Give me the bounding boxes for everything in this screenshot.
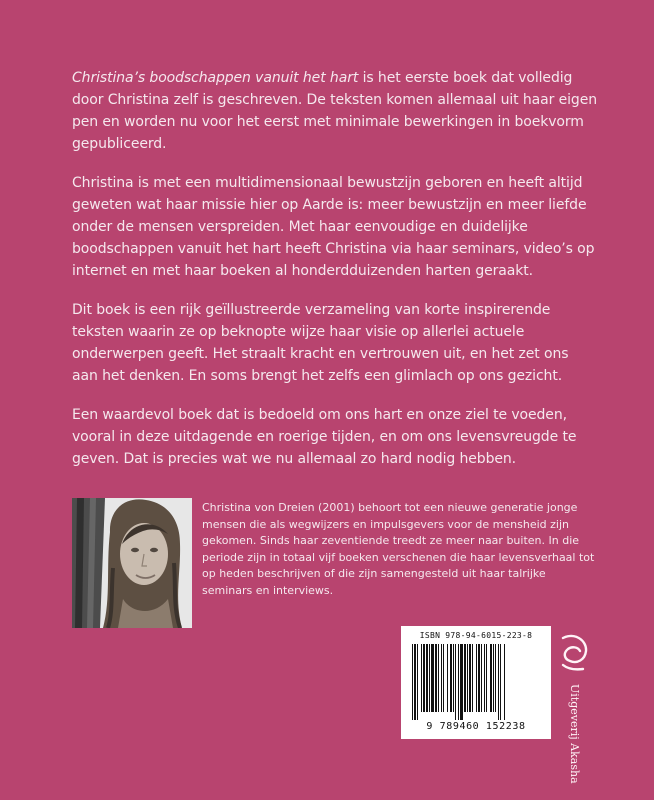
- barcode-bar: [453, 644, 454, 712]
- paragraph-4: Een waardevol boek dat is bedoeld om ons hart en onze ziel te voeden, vooral in deze uitdagende en roerige tijden, en om ons levensvreugde te geven. Dat is precies wat we nu allemaal zo hard nodig hebben.: [72, 407, 577, 467]
- barcode-bar: [435, 644, 437, 712]
- barcode-bar: [481, 644, 482, 712]
- barcode-bar: [484, 644, 485, 712]
- barcode-bar: [490, 644, 492, 712]
- barcode-bar: [500, 644, 501, 720]
- barcode-bar: [486, 644, 487, 712]
- barcode-bar: [504, 644, 505, 720]
- barcode-bar: [455, 644, 456, 720]
- barcode-bar: [464, 644, 466, 712]
- paragraph-3: Dit boek is een rijk geïllustreerde verzameling van korte inspirerende teksten waarin ze op beknopte wijze haar visie op allerlei actuele onderwerpen geeft. Het straalt kracht en vertrouwen uit, en het zet ons aan het denken. En soms brengt het zelfs een glimlach op ons gezicht.: [72, 302, 569, 384]
- barcode-bar: [478, 644, 480, 712]
- barcode-bar: [498, 644, 499, 720]
- description-text: [72, 67, 597, 487]
- barcode-bar: [429, 644, 430, 712]
- barcode-bars: [409, 644, 543, 720]
- barcode-bar: [472, 644, 473, 712]
- paragraph-2: Christina is met een multidimensionaal bewustzijn geboren en heeft altijd geweten wat haar missie hier op Aarde is: meer bewustzijn en meer liefde onder de mensen verspreiden. Met haar eenvoudige en duidelijke boodschappen vanuit het hart heeft Christina via haar seminars, video’s op internet en met haar boeken al honderdduizenden harten geraakt.: [72, 175, 595, 279]
- barcode-bar: [417, 644, 418, 720]
- publisher-name: Uitgeverij Akasha: [568, 684, 581, 784]
- author-photo-image: [72, 498, 192, 628]
- barcode-bar: [412, 644, 413, 720]
- barcode-bar: [450, 644, 452, 712]
- barcode-bar: [443, 644, 444, 712]
- barcode-bar: [467, 644, 468, 712]
- barcode-bar: [438, 644, 439, 712]
- barcode-bar: [476, 644, 477, 712]
- paragraph-1: [72, 67, 597, 155]
- isbn-label: ISBN 978-94-6015-223-8: [419, 631, 533, 640]
- author-photo: [72, 498, 192, 628]
- paragraph-1-text: is het eerste boek dat volledig door Christina zelf is geschreven. De teksten komen allemaal uit haar eigen pen en worden nu voor het eerst met minimale bewerkingen in boekvorm gepubliceerd.: [72, 70, 597, 152]
- publisher-logo-icon: [556, 630, 594, 675]
- barcode-bar: [421, 644, 422, 712]
- barcode-bar: [423, 644, 425, 712]
- barcode-bar: [458, 644, 459, 720]
- barcode: [401, 626, 551, 739]
- book-title: Christina’s boodschappen vanuit het hart: [72, 70, 359, 86]
- barcode-bar: [426, 644, 428, 712]
- barcode-bar: [493, 644, 494, 712]
- barcode-number: 9 789460 152238: [426, 721, 526, 732]
- barcode-bar: [441, 644, 442, 712]
- barcode-bar: [447, 644, 448, 712]
- barcode-bar: [469, 644, 471, 712]
- barcode-bar: [414, 644, 416, 720]
- publisher-mark: [556, 630, 594, 784]
- barcode-bar: [495, 644, 496, 712]
- author-bio: Christina von Dreien (2001) behoort tot een nieuwe generatie jonge mensen die als wegwijzers en impulsgevers voor de mensheid zijn gekomen. Sinds haar zeventiende treedt ze meer naar buiten. In die periode zijn in totaal vijf boeken verschenen die haar levensverhaal tot op heden beschrijven of die zijn samengesteld uit haar talrijke seminars en interviews.: [202, 501, 595, 597]
- barcode-bar: [431, 644, 434, 712]
- barcode-bar: [460, 644, 463, 720]
